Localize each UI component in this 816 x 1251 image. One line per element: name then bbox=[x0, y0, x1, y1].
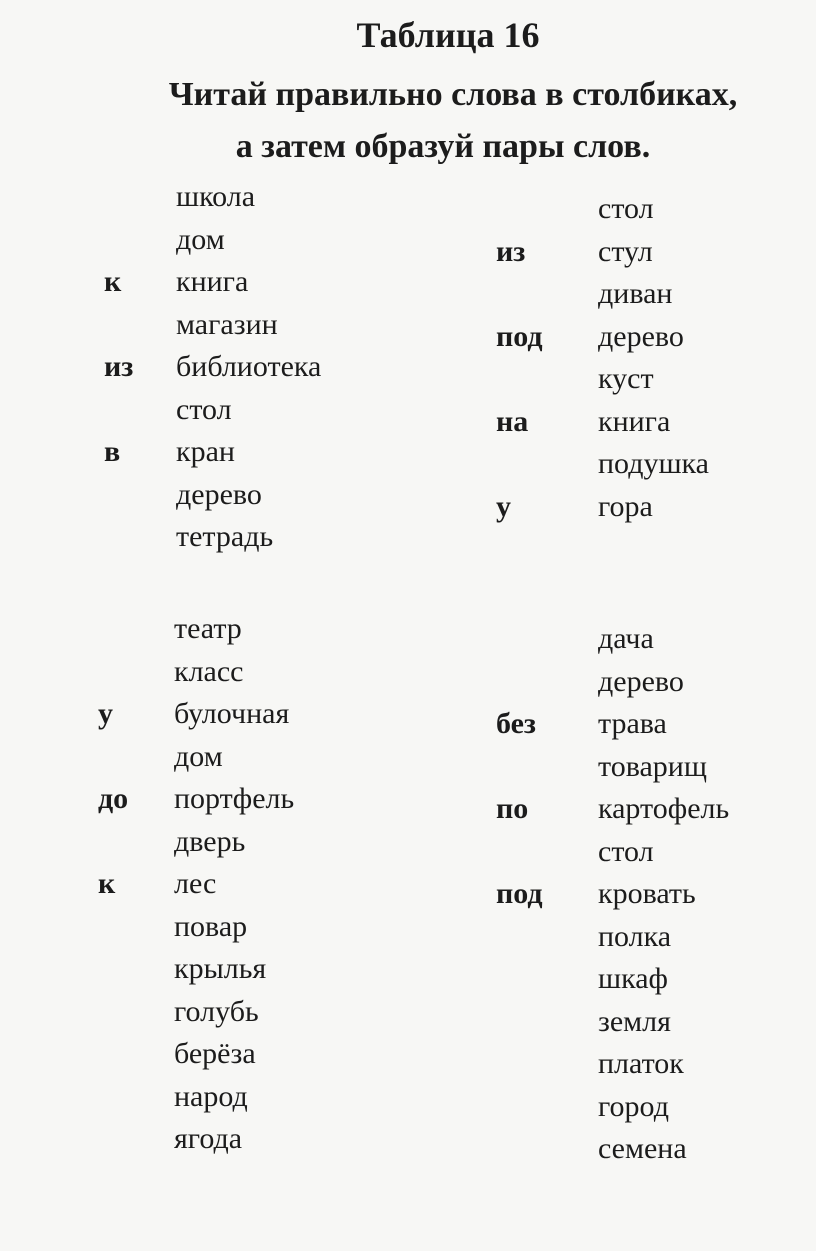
word: шкаф bbox=[598, 962, 668, 995]
word: дом bbox=[174, 739, 223, 773]
word: книга bbox=[598, 404, 671, 438]
word: дом bbox=[176, 222, 225, 256]
word: земля bbox=[598, 1004, 671, 1038]
word: стол bbox=[176, 392, 232, 426]
word: повар bbox=[174, 909, 248, 943]
word: дверь bbox=[174, 824, 246, 858]
preposition: к bbox=[98, 867, 116, 900]
word: берёза bbox=[174, 1037, 256, 1070]
word: голубь bbox=[174, 994, 259, 1028]
table-title: Таблица 16 bbox=[356, 15, 540, 55]
word: народ bbox=[174, 1079, 248, 1113]
preposition: до bbox=[98, 782, 129, 815]
preposition: из bbox=[496, 234, 526, 268]
preposition: к bbox=[104, 265, 122, 298]
word: куст bbox=[598, 362, 654, 395]
word: портфель bbox=[174, 782, 295, 815]
word: подушка bbox=[598, 447, 709, 480]
word: театр bbox=[174, 612, 242, 645]
word: стол bbox=[598, 192, 654, 225]
word: дерево bbox=[176, 477, 262, 511]
word: крылья bbox=[174, 952, 267, 985]
word: трава bbox=[598, 707, 667, 740]
preposition: в bbox=[104, 435, 121, 468]
word: стул bbox=[598, 234, 653, 268]
word: дерево bbox=[598, 664, 684, 698]
word: лес bbox=[174, 867, 217, 900]
word: диван bbox=[598, 277, 673, 310]
word: булочная bbox=[174, 697, 290, 730]
word: школа bbox=[176, 180, 256, 213]
word: книга bbox=[176, 265, 249, 298]
preposition: на bbox=[496, 404, 529, 438]
word: кран bbox=[176, 435, 235, 468]
word: ягода bbox=[174, 1122, 243, 1155]
preposition: по bbox=[496, 792, 529, 825]
preposition: из bbox=[104, 350, 134, 383]
word: семена bbox=[598, 1132, 687, 1165]
word: библиотека bbox=[176, 350, 322, 383]
word: дерево bbox=[598, 319, 684, 353]
preposition: под bbox=[496, 877, 543, 910]
word: дача bbox=[598, 622, 654, 655]
preposition: у bbox=[496, 489, 511, 523]
word: гора bbox=[598, 489, 653, 523]
word: кровать bbox=[598, 877, 696, 910]
word: платок bbox=[598, 1047, 684, 1080]
instruction-line-1: Читай правильно слова в столбиках, bbox=[168, 76, 738, 113]
word: класс bbox=[174, 654, 244, 688]
word: стол bbox=[598, 834, 654, 868]
word: картофель bbox=[598, 792, 730, 825]
word: тетрадь bbox=[176, 520, 274, 553]
preposition: у bbox=[98, 697, 113, 730]
instruction-line-2: а затем образуй пары слов. bbox=[235, 128, 651, 165]
preposition: под bbox=[496, 319, 543, 353]
word: полка bbox=[598, 919, 672, 953]
word: магазин bbox=[176, 307, 278, 341]
preposition: без bbox=[496, 707, 536, 740]
word: товарищ bbox=[598, 749, 707, 783]
word: город bbox=[598, 1089, 669, 1123]
